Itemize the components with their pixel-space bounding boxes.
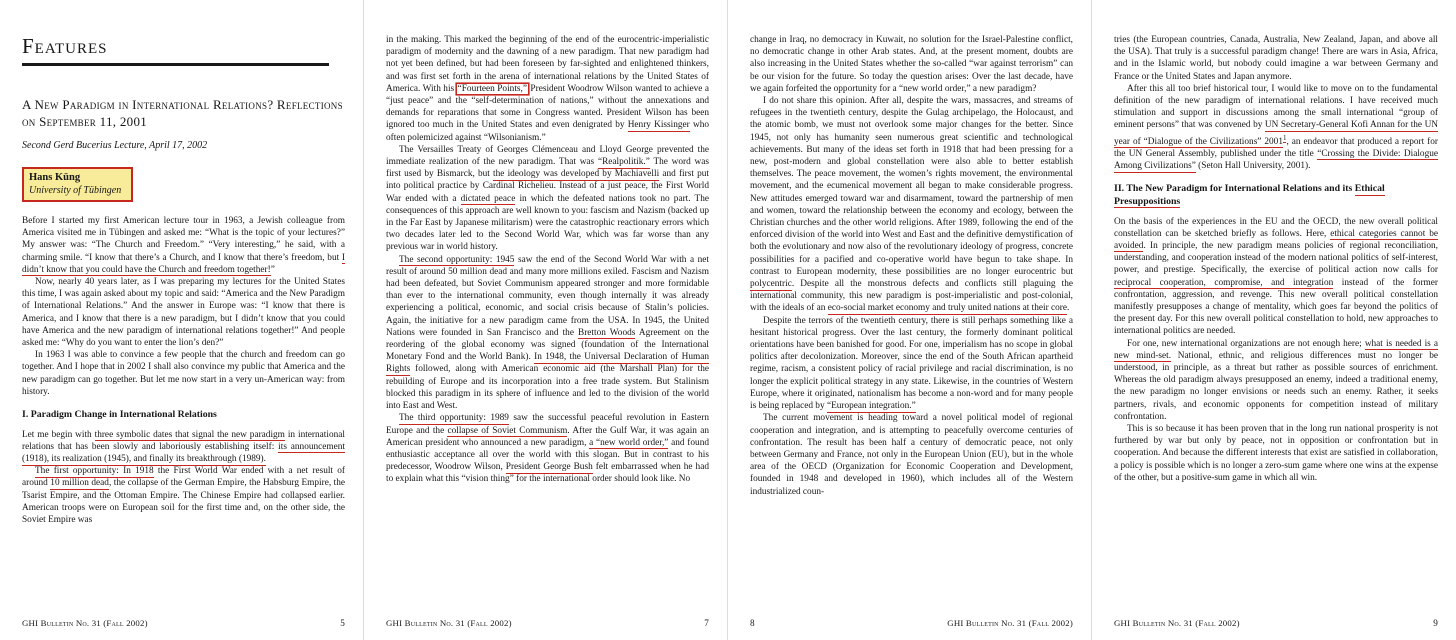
red-underline-annotation: dictated peace — [460, 193, 516, 204]
body-paragraph: Despite the terrors of the twentieth century, there is still perhaps something like a hesitant historical progress. Over the last century, the formerly dominant political orientations have been banished for good. For one, imperialism has no scope in global politics after decolonization. Moreover, since the end of the South African apartheid regime, racism, a consistent policy of racial privilege and racial discrimination, is no longer the explicit political strategy in any state. Likewise, in the countries of Western Europe, where it originated, nationalism has become a non-word and for many people is being replaced by “European integration.” — [750, 315, 1073, 412]
body-paragraph: The current movement is heading toward a novel political model of regional cooperation and integration, and is attempting to peacefully overcome centuries of confrontation. The result has been half a century of democratic peace, not only between Germany and France, not only in the European Union (EU), but in the whole area of the OECD (Organization for Economic Cooperation and Development, founded in 1948 and developed in 1960), which includes all of the Western industrialized coun- — [750, 413, 1073, 497]
section-heading: I. Paradigm Change in International Relations — [22, 409, 217, 421]
red-underline-annotation: ethical categories cannot be avoided — [1114, 228, 1438, 251]
red-underline-annotation: The second opportunity: 1945 — [399, 254, 515, 265]
body-paragraph: After this all too brief historical tour, I would like to move on to the fundamental definition of the new paradigm of international relations. I have received much stimulation and support in discussions among the small international “group of eminent persons” that was convened by UN Secretary-General Kofi Annan for the UN year of “Dialogue of the Civilizations” 2001$^1$, an endeavor that produced a report for the UN General Assembly, published under the title “Crossing the Divide: Dialogue Among Civilizations” (Seton Hall University, 2001). — [1114, 83, 1438, 172]
page-9 — [1092, 0, 1456, 640]
author-name: Hans Küng — [29, 172, 81, 183]
author-annotation-box — [22, 167, 133, 202]
red-box-annotation: “Fourteen Points,” — [457, 83, 527, 94]
red-underline-annotation: Ethical Presuppositions — [1114, 183, 1385, 207]
page-5 — [0, 0, 364, 640]
red-underline-annotation: “European integration.” — [826, 401, 916, 412]
section-heading: II. The New Paradigm for International Relations and its Ethical Presuppositions — [1114, 183, 1385, 207]
page-footer — [750, 618, 1073, 628]
body-paragraph: I do not share this opinion. After all, despite the wars, massacres, and streams of refugees in the twentieth century, despite the Gulag archipelago, the Holocaust, and the atomic bomb, we must not overlook some major changes for the better. Since 1945, not only has humanity seen numerous great scientific and technological achievements. But many of the ideas set forth in 1918 that had been pressing for a new, post-modern and global constellation were also able to better establish themselves. The peace movement, the women’s rights movement, the environmental movement, and the ecumenical movement all began to make considerable progress. New attitudes emerged toward war and disarmament, toward the partnership of men and women, toward the relationship between the economy and ecology, between the Christian churches and the other world religions. After 1989, following the end of the enforced division of the world into West and East and the definitive demystification of both the evolutionary and now also of the revolutionary ideology of progress, concrete possibilities for a pacified and co-operative world have begun to take shape. In contrast to European modernity, these possibilities are no longer eurocentric but polycentric. Despite all the monstrous defects and conflicts still plaguing the international community, this new paradigm is post-imperialistic and post-colonial, with the ideals of an eco-social market economy and truly united nations at their core. — [750, 96, 1073, 314]
red-underline-annotation: three symbolic dates that signal the new paradigm — [94, 429, 285, 440]
author-affiliation: University of Tübingen — [29, 185, 122, 196]
red-underline-annotation: 1 — [1282, 133, 1287, 142]
body-paragraph: tries (the European countries, Canada, Australia, New Zealand, Japan, and above all the USA). That truly is a successful paradigm change! There are wars in Asia, Africa, and in the Islamic world, but nobody could imagine a war between Germany and France or the United States and Japan anymore. — [1114, 35, 1438, 82]
page-number: 7 — [704, 618, 709, 628]
body-paragraph: change in Iraq, no democracy in Kuwait, no solution for the Israel-Palestine conflict, no democratic change in other Arab states. And, at the present moment, doubts are also increasing in the United States whether the so-called “war against terrorism” can be our vision for the future. So today the question arises: Over the last decade, have we again forfeited the opportunity for a “new world order,” a new paradigm? — [750, 35, 1073, 94]
body-paragraph: In 1963 I was able to convince a few people that the church and freedom can go together. And I hope that in 2002 I shall also convince my public that America and the new paradigm can go together. But let me now start in a very un-American way: from history. — [22, 350, 345, 397]
red-underline-annotation: The third opportunity: 1989 — [399, 413, 509, 424]
red-underline-annotation: President George Bush — [505, 462, 593, 473]
red-underline-annotation: 10 million dead — [50, 478, 109, 489]
page-footer — [1114, 618, 1438, 628]
red-underline-annotation: a “new world order,” — [589, 437, 669, 448]
article-subtitle: Second Gerd Bucerius Lecture, April 17, 2002 — [22, 140, 208, 151]
red-underline-annotation: what is needed is a new mind-set. — [1114, 338, 1438, 361]
features-section-heading: Features — [22, 34, 329, 66]
body-paragraph: The second opportunity: 1945 saw the end of the Second World War with a net result of around 50 million dead and many more millions exiled. Fascism and Nazism had been defeated, but Soviet Communism appeared stronger and more formidable than ever to the international community, even though internally it was already experiencing a political, economic, and social crisis because of Stalin’s policies. Again, the initiative for a new paradigm came from the USA. In 1945, the United Nations were founded in San Francisco and the Bretton Woods Agreement on the reordering of the global economy was signed (foundation of the International Monetary Fond and the World Bank). In 1948, the Universal Declaration of Human Rights followed, along with American economic aid (the Marshall Plan) for the rebuilding of Europe and its incorporation into a free trade system. But Stalinism blocked this paradigm in its sphere of influence and led to the division of the world into East and West. — [386, 254, 709, 412]
red-underline-annotation: polycentric — [750, 279, 792, 290]
red-underline-annotation: eco-social market economy and truly united nations at their core — [827, 303, 1068, 314]
footer-journal-title: GHI Bulletin No. 31 (Fall 2002) — [22, 618, 148, 628]
red-underline-annotation: its announcement (1918), its realization (1945), and finally its breakthrough (1989). — [22, 441, 345, 465]
body-paragraph: Before I started my first American lecture tour in 1963, a Jewish colleague from America visited me in Tübingen and asked me: “What is the topic of your lectures?” My answer was: “The Church and Freedom.” “Very interesting,” he said, with a charming smile. “I know that there’s a Church, and I know that there’s freedom, but I didn’t know that you could have the Church and freedom together!” — [22, 216, 345, 275]
red-underline-annotation: the ideology was developed by Machiavelli — [493, 169, 660, 180]
red-underline-annotation: “Realpolitik.” — [597, 157, 650, 168]
red-underline-annotation: reciprocal cooperation, compromise, and integration — [1114, 277, 1334, 288]
page-footer — [386, 618, 709, 628]
page-footer — [22, 618, 345, 628]
body-paragraph: The Versailles Treaty of Georges Clémenceau and Lloyd George prevented the immediate realization of the new paradigm. That was “Realpolitik.” The word was first used by Bismarck, but the ideology was developed by Machiavelli and first put into political practice by Cardinal Richelieu. Instead of a just peace, the First World War ended with a dictated peace in which the defeated nations took no part. The consequences of this approach are well known to you: fascism and Nazism (backed up in the Far East by Japanese militarism) were the catastrophic reactionary errors which two decades later led to the Second World War, which was far worse than any previous war in world history. — [386, 144, 709, 253]
page-8 — [728, 0, 1092, 640]
footer-journal-title: GHI Bulletin No. 31 (Fall 2002) — [947, 618, 1073, 628]
body-paragraph: Let me begin with three symbolic dates that signal the new paradigm in international relations that has been slowly and laboriously establishing itself: its announcement (1918), its realization (1945), and finally its breakthrough (1989). — [22, 429, 345, 465]
red-underline-annotation: In 1948, the Universal Declaration of Human Rights — [386, 352, 709, 375]
page-7 — [364, 0, 728, 640]
body-paragraph: On the basis of the experiences in the EU and the OECD, the new overall political constellation can be sketched briefly as follows. Here, ethical categories cannot be avoided. In principle, the new paradigm means policies of regional reconciliation, understanding, and cooperation instead of the modern national politics of self-interest, power, and prestige. Specifically, the exercise of political action now calls for reciprocal cooperation, compromise, and integration instead of the former confrontation, aggression, and revenge. This new overall political constellation manifestly presupposes a change of mentality, which goes far beyond the politics of the present day. For this new overall political constellation to hold, new approaches to international politics are needed. — [1114, 216, 1438, 337]
body-paragraph: This is so because it has been proven that in the long run national prosperity is not furthered by war but only by peace, not in opposition or confrontation but in cooperation. And because the different interests that exist are satisfied in collaboration, a policy is possible which is no longer a zero-sum game where one wins at the expense of the other, but a positive-sum game in which all win. — [1114, 423, 1438, 483]
red-underline-annotation: Henry Kissinger — [627, 120, 690, 131]
body-paragraph: The first opportunity: In 1918 the First World War ended with a net result of around 10 million dead, the collapse of the German Empire, the Habsburg Empire, the Tsarist Empire, and the Ottoman Empire. The Chinese Empire had collapsed earlier. American troops were on European soil for the first time and, on the other side, the Soviet Empire was — [22, 466, 345, 526]
red-underline-annotation: Bretton Woods — [578, 327, 636, 338]
body-paragraph: Now, nearly 40 years later, as I was preparing my lectures for the United States this time, I was again asked about my topic and said: “America and the New Paradigm of International Relations.” And the answer in Europe was: “I know that there is America, and I know that there is a new paradigm, but I didn’t know that you could have America and the new paradigm of international relations together!” And people asked me: “Why do you want to enter the lion’s den?” — [22, 277, 345, 349]
body-paragraph: in the making. This marked the beginning of the end of the eurocentric-imperialistic paradigm of modernity and the dawning of a new paradigm. That new paradigm had not yet been defined, but had been foreseen by far-sighted and enlightened thinkers, and was first set forth in the arena of international relations by the United States of America. With his “Fourteen Points,” President Woodrow Wilson wanted to achieve a “just peace” and the “self-determination of nations,” without the annexations and demands for reparations that some in Congress wanted. President Wilson has been ignored too much in the United States and even denigrated by Henry Kissinger who often polemicized against “Wilsonianism.” — [386, 35, 709, 143]
red-underline-annotation: UN Secretary-General Kofi Annan for the UN year of “Dialogue of the Civilizations” 2001 — [1114, 120, 1438, 147]
red-underline-annotation: The first opportunity: In 1918 — [35, 466, 154, 477]
red-underline-annotation: “Crossing the Divide: Dialogue Among Civilizations” — [1114, 148, 1438, 172]
page-number: 5 — [340, 618, 345, 628]
article-title: A New Paradigm in International Relations? Reflections on September 11, 2001 — [22, 97, 343, 129]
red-underline-annotation: I didn’t know that you could have the Church and freedom together! — [22, 252, 345, 275]
page-number: 9 — [1433, 618, 1438, 628]
red-underline-annotation: collapse of Soviet Communism — [447, 425, 568, 436]
body-paragraph: The third opportunity: 1989 saw the successful peaceful revolution in Eastern Europe and the collapse of Soviet Communism. After the Gulf War, it was again an American president who announced a new paradigm, a “new world order,” and found enthusiastic acceptance all over the world with this slogan. But in contrast to his predecessor, Woodrow Wilson, President George Bush felt embarrassed when he had to explain what this “vision thing” for the international order should look like. No — [386, 413, 709, 485]
footer-journal-title: GHI Bulletin No. 31 (Fall 2002) — [386, 618, 512, 628]
body-paragraph: For one, new international organizations are not enough here; what is needed is a new mind-set. National, ethnic, and religious differences must no longer be understood, in principle, as a threat but rather as possible sources of enrichment. Whereas the old paradigm always presupposed an enemy, indeed a traditional enemy, the new paradigm no longer envisions or needs such an enemy. Rather, it seeks partners, rivals, and economic opponents for competition instead of military confrontation. — [1114, 338, 1438, 422]
footer-journal-title: GHI Bulletin No. 31 (Fall 2002) — [1114, 618, 1240, 628]
page-number: 8 — [750, 618, 755, 628]
